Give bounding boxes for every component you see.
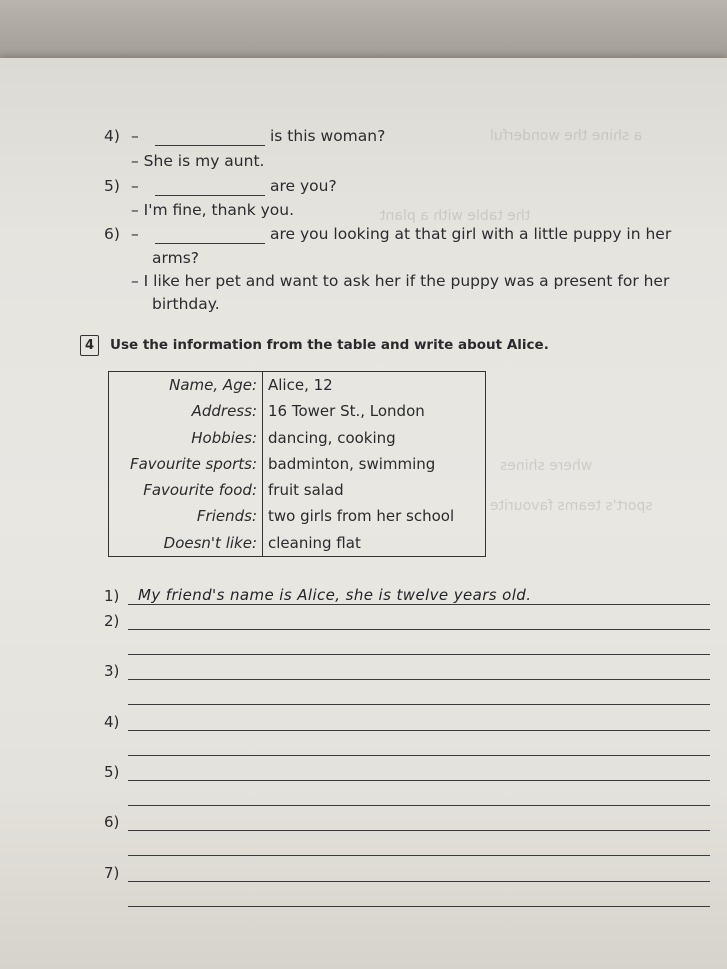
table-key: Hobbies: bbox=[109, 425, 263, 451]
answer-blank[interactable] bbox=[155, 145, 265, 146]
handwritten-answer: My friend's name is Alice, she is twelve years old. bbox=[138, 586, 532, 604]
show-through-text: the table with a plant bbox=[380, 208, 531, 224]
show-through-text: where shines bbox=[500, 458, 593, 474]
show-through-text: sport's teams favourite bbox=[490, 498, 653, 514]
table-row bbox=[109, 451, 486, 477]
table-key: Name, Age: bbox=[109, 372, 263, 399]
table-row bbox=[109, 425, 486, 451]
answer-line[interactable] bbox=[128, 805, 710, 806]
table-key: Doesn't like: bbox=[109, 530, 263, 557]
question-text: are you looking at that girl with a little puppy in her bbox=[270, 225, 672, 243]
answer-line[interactable] bbox=[128, 629, 710, 630]
table-key: Address: bbox=[109, 398, 263, 424]
reply-text-continued: birthday. bbox=[152, 295, 220, 313]
answer-line[interactable] bbox=[128, 780, 710, 781]
dash: – bbox=[131, 225, 139, 243]
question-text: is this woman? bbox=[270, 127, 386, 145]
table-key: Favourite sports: bbox=[109, 451, 263, 477]
table-key: Friends: bbox=[109, 503, 263, 529]
table-row bbox=[109, 477, 486, 503]
answer-blank[interactable] bbox=[155, 195, 265, 196]
table-row bbox=[109, 398, 486, 424]
table-row bbox=[109, 530, 486, 557]
answer-line[interactable] bbox=[128, 906, 710, 907]
table-value: Alice, 12 bbox=[268, 376, 333, 395]
item-number: 5) bbox=[104, 177, 120, 195]
table-key: Favourite food: bbox=[109, 477, 263, 503]
table-row bbox=[109, 372, 486, 399]
answer-number: 2) bbox=[104, 612, 120, 630]
answer-line[interactable] bbox=[128, 830, 710, 831]
answer-line[interactable] bbox=[128, 679, 710, 680]
question-text-continued: arms? bbox=[152, 249, 199, 267]
answer-line[interactable] bbox=[128, 704, 710, 705]
answer-line[interactable] bbox=[128, 654, 710, 655]
item-number: 4) bbox=[104, 127, 120, 145]
answer-number: 4) bbox=[104, 713, 120, 731]
table-value: badminton, swimming bbox=[268, 454, 436, 473]
alice-info-table bbox=[108, 371, 486, 557]
answer-blank[interactable] bbox=[155, 243, 265, 244]
answer-number: 1) bbox=[104, 587, 120, 605]
answer-line[interactable] bbox=[128, 604, 710, 605]
table-row bbox=[109, 503, 486, 529]
item-number: 6) bbox=[104, 225, 120, 243]
question-text: are you? bbox=[270, 177, 337, 195]
answer-number: 6) bbox=[104, 813, 120, 831]
table-value: fruit salad bbox=[268, 481, 344, 500]
answer-line[interactable] bbox=[128, 755, 710, 756]
reply-text: – She is my aunt. bbox=[131, 152, 265, 170]
show-through-text: a shine the wonderful bbox=[490, 128, 643, 144]
dash: – bbox=[131, 177, 139, 195]
table-value: dancing, cooking bbox=[268, 428, 396, 447]
table-value: cleaning flat bbox=[268, 533, 361, 552]
exercise-instruction: Use the information from the table and write about Alice. bbox=[110, 337, 549, 353]
table-value: 16 Tower St., London bbox=[268, 402, 425, 421]
answer-line[interactable] bbox=[128, 730, 710, 731]
table-value: two girls from her school bbox=[268, 507, 455, 526]
reply-text: – I like her pet and want to ask her if the puppy was a present for her bbox=[131, 272, 670, 290]
answer-line[interactable] bbox=[128, 881, 710, 882]
answer-line[interactable] bbox=[128, 855, 710, 856]
answer-number: 3) bbox=[104, 662, 120, 680]
reply-text: – I'm fine, thank you. bbox=[131, 201, 295, 219]
exercise-number: 4 bbox=[80, 335, 99, 356]
answer-number: 5) bbox=[104, 763, 120, 781]
answer-number: 7) bbox=[104, 864, 120, 882]
dash: – bbox=[131, 127, 139, 145]
